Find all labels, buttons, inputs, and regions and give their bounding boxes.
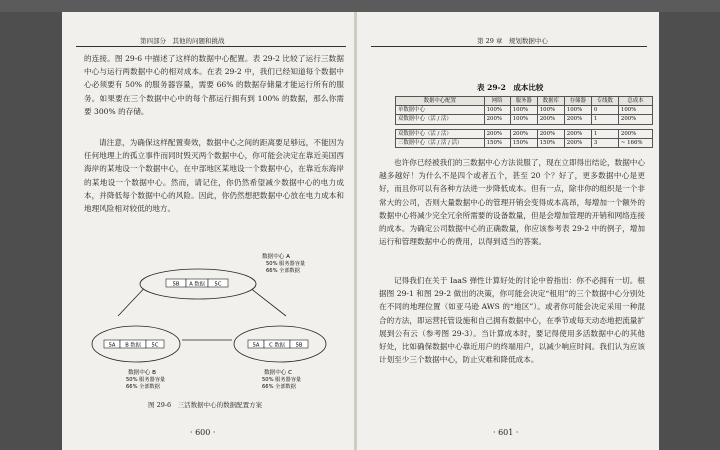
node-b-cell-2: B 数据 — [125, 342, 141, 349]
right-paragraph-2: 记得我们在关于 IaaS 弹性计算好处的讨论中曾指出：你不必拥有一切。根据图 29-1 和图 29-2 做出的决策，你可能会决定“租用”的三个数据中心分别处在不同的地理位置（如亚马逊 AWS 的“地区”）。或者你可能会决定采用一种混合的方法，即运营托管设施和自己拥有数据中心，在季节或每天动态地把流量扩展到公有云（参考图 29-3）。当计算成本时，要记得使用多活数据中心的其他好处，比如确保数据中心靠近用户的终端用户，以减少响应时间。我们认为应该计划至少三个数据中心，防止灾难和降低成本。 — [379, 276, 645, 365]
node-c-cell-2: C 数据 — [269, 342, 285, 349]
table-cell: 1 — [591, 115, 618, 124]
node-a-cell-3: 5C — [214, 281, 222, 288]
node-c-line2: 66% 全部数据 — [262, 384, 296, 390]
header-total: 总成本 — [618, 97, 652, 106]
table-cell: 200% — [564, 129, 591, 138]
table-cell: 200% — [537, 129, 564, 138]
header-lines: 专线数 — [591, 97, 618, 106]
viewer-margin-left — [0, 12, 62, 450]
datacenter-diagram — [90, 248, 340, 398]
table-cell: 200% — [484, 115, 510, 124]
table-cell: 100% — [484, 106, 510, 115]
table-header-row — [396, 97, 653, 106]
node-b-title: 数据中心 B — [128, 370, 156, 376]
table-cell: 200% — [537, 115, 564, 124]
node-b-cell-1: 5A — [108, 342, 116, 349]
table-cell: 100% — [537, 106, 564, 115]
table-cell: 单数据中心 — [396, 106, 485, 115]
header-network: 网络 — [484, 97, 510, 106]
header-database: 数据库 — [537, 97, 564, 106]
left-paragraph-1: 的连接。图 29-6 中描述了这样的数据中心配置。表 29-2 比较了运行三数据中心与运行两数据中心的相对成本。在表 29-2 中，我们已经知道每个数据中心必须要有 50% 的服务器容量，需要 66% 的数据存储量才能运行所有的服务。如果要在三个数据中心中的每个都运行拥有到 100% 的数据，那么你需要 300% 的存储。 — [84, 54, 344, 116]
node-b-cell-3: 5C — [151, 342, 159, 349]
table-cell: 双数据中心（活 / 活） — [396, 129, 485, 138]
node-b-line1: 50% 服务器容量 — [126, 377, 166, 383]
table-cell: ~ 166% — [618, 138, 652, 147]
table-cell: 三数据中心（活 / 活 / 活） — [396, 138, 485, 147]
header-storage: 存储器 — [564, 97, 591, 106]
table-cell: 100% — [510, 115, 537, 124]
header-server: 服务器 — [510, 97, 537, 106]
node-a-title: 数据中心 A — [262, 254, 290, 260]
left-head-rule — [76, 46, 346, 47]
right-paragraph-1: 也许你已经被我们的三数据中心方法说服了，现在立即得出结论，数据中心越多越好！为什么不是四个或者五个，甚至 20 个？好了，更多数据中心是更好，而且你可以有各种方法进一步降低成本。但有一点，除非你的组织是一个非常大的公司，否则大量数据中心的管理开销会变得成本高昂，每增加一个额外的数据中心将减少完全冗余所需要的设备数量，但是会增加管理的开销和网络连接的成本。为确定公司数据中心的正确数量，你应该参考表 29-2 中的例子，增加运行和管理数据中心的费用，以得到适当的答案。 — [379, 158, 645, 247]
node-a-cell-1: 5B — [172, 281, 180, 288]
table-cell: 200% — [618, 115, 652, 124]
datacenter-a — [140, 252, 305, 299]
table-row — [396, 106, 653, 115]
table-cell: 150% — [510, 138, 537, 147]
table-cell: 150% — [537, 138, 564, 147]
node-b-line2: 66% 全部数据 — [126, 384, 160, 390]
table-cell: 200% — [618, 129, 652, 138]
figure-caption: 图 29-6 三活数据中心的数据配置方案 — [148, 401, 263, 409]
right-running-head: 第 29 章 规划数据中心 — [477, 37, 548, 45]
table-row — [396, 115, 653, 124]
datacenter-b — [92, 326, 180, 390]
table-cell: 200% — [510, 129, 537, 138]
header-config: 数据中心配置 — [396, 97, 485, 106]
table-cell: 200% — [564, 115, 591, 124]
table-cell: 0 — [591, 106, 618, 115]
node-c-cell-1: 5A — [252, 342, 260, 349]
table-cell: 200% — [564, 138, 591, 147]
left-paragraph-2: 请注意，为确保这样配置奏效，数据中心之间的距离要足够远，不能因为任何地理上的孤立事件而同时毁灭两个数据中心，你可能会决定在靠近美国西海岸的某地设一个数据中心，在中部地区某地设一个数据中心，在靠近东海岸的某地设一个数据中心。然而，请记住，你仍然希望减少数据中心的电力成本，并降低每个数据中心的风险。因此，你仍然想把数据中心放在电力成本和地理风险相对较低的地方。 — [84, 138, 344, 214]
node-c-line1: 50% 服务器容量 — [262, 377, 302, 383]
datacenter-c — [234, 326, 326, 390]
cost-comparison-table — [395, 96, 653, 148]
table-cell: 100% — [564, 106, 591, 115]
table-title: 表 29-2 成本比较 — [477, 83, 544, 92]
table-cell: 1 — [591, 129, 618, 138]
right-head-rule — [371, 46, 647, 47]
table-cell: 150% — [484, 138, 510, 147]
node-a-line2: 66% 全部数据 — [266, 268, 300, 274]
left-page-number: · 600 · — [190, 428, 216, 437]
node-c-cell-3: 5B — [295, 342, 303, 349]
table-cell: 100% — [510, 106, 537, 115]
left-page — [62, 12, 354, 450]
table-row — [396, 138, 653, 147]
right-page-number: · 601 · — [493, 428, 519, 437]
node-a-line1: 50% 服务器容量 — [266, 261, 306, 267]
right-page — [357, 12, 659, 450]
node-c-title: 数据中心 C — [264, 370, 293, 376]
table-cell: 100% — [618, 106, 652, 115]
table-cell: 3 — [591, 138, 618, 147]
left-running-head: 第四部分 其他的问题和挑战 — [140, 37, 225, 45]
table-row — [396, 129, 653, 138]
table-cell: 双数据中心（活 / 活） — [396, 115, 485, 124]
node-a-cell-2: A 数据 — [189, 281, 205, 288]
table-cell: 200% — [484, 129, 510, 138]
viewer-margin-right — [659, 12, 720, 450]
